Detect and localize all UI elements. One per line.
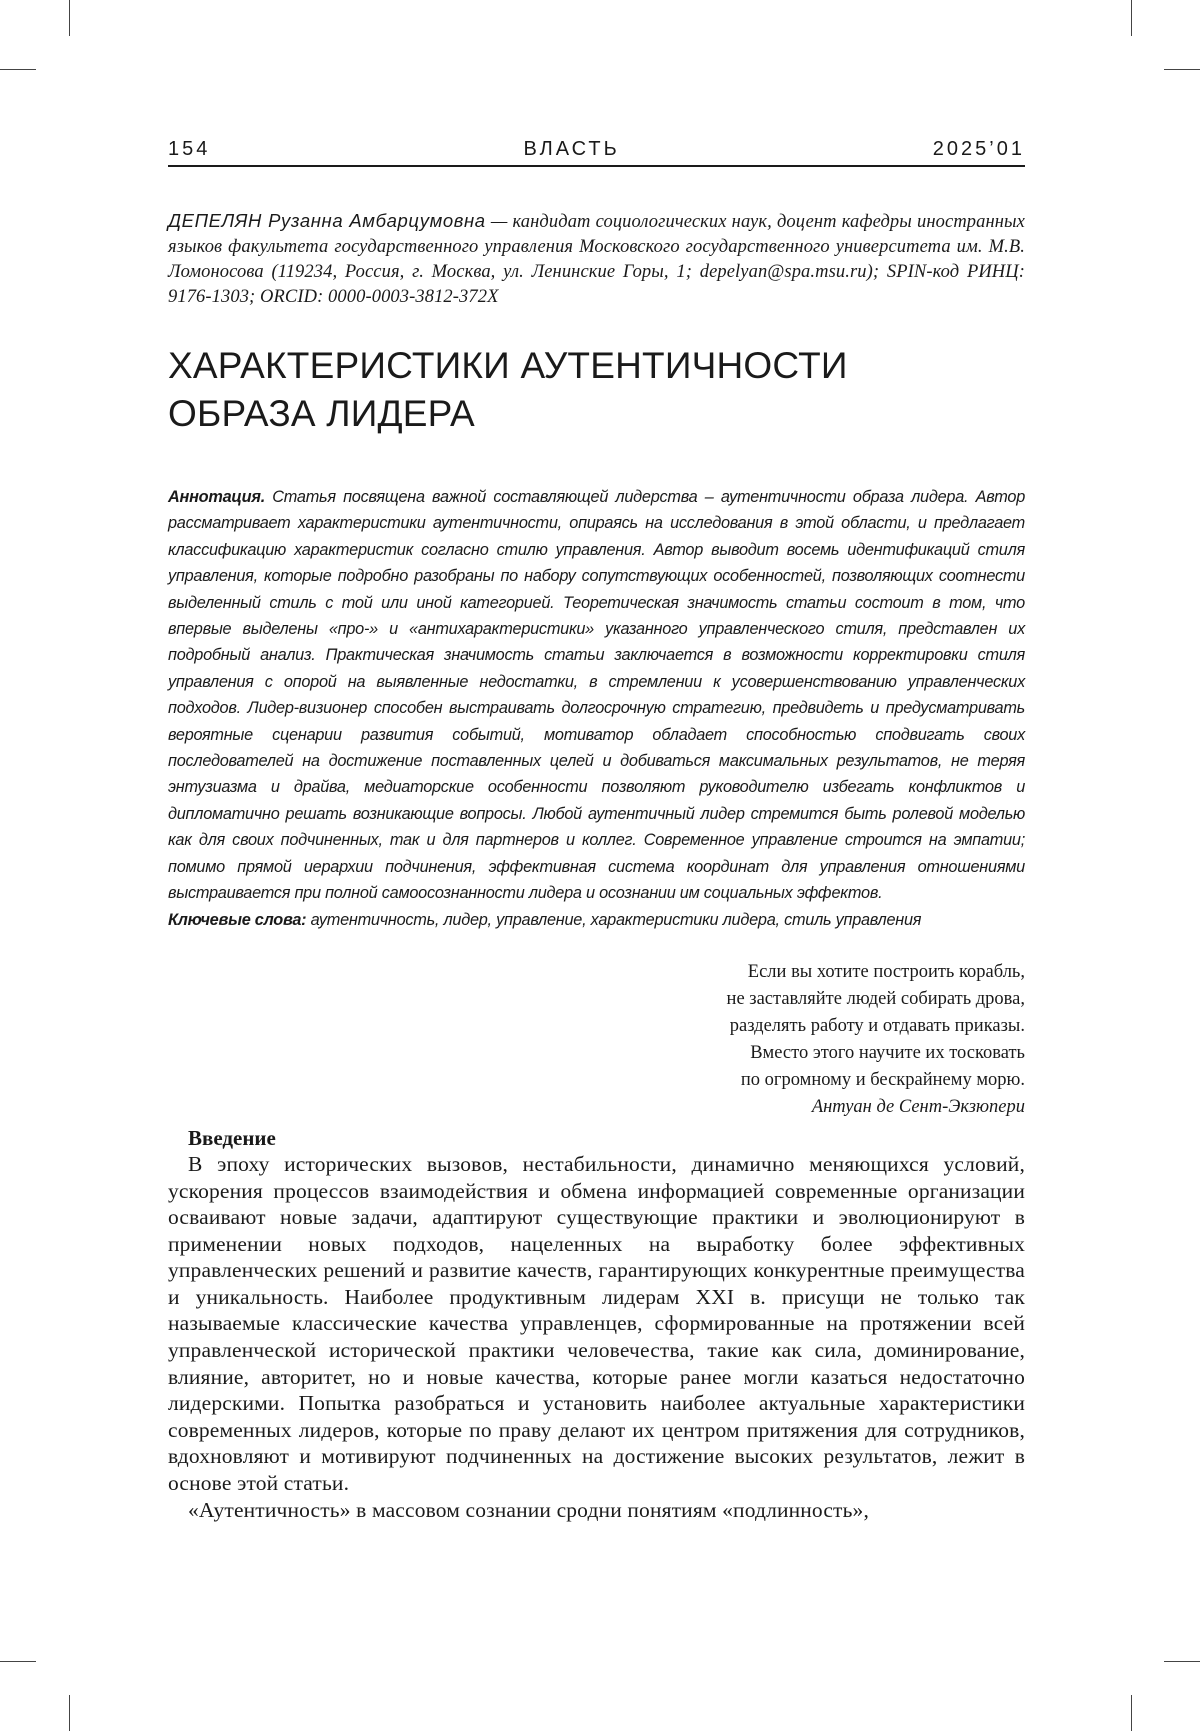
abstract-label: Аннотация.: [168, 488, 265, 506]
crop-mark-bottom-left: [69, 1695, 70, 1731]
epigraph-line: Вместо этого научите их тосковать: [168, 1040, 1025, 1067]
epigraph-author: Антуан де Сент-Экзюпери: [168, 1094, 1025, 1121]
abstract: [168, 484, 1025, 907]
epigraph-line: не заставляйте людей собирать дрова,: [168, 986, 1025, 1013]
body-paragraph: В эпоху исторических вызовов, нестабильности, динамично меняющихся условий, ускорения процессов взаимодействия и обмена информацией современные организации осваивают новые задачи, адаптируют существующие практики и эволюционируют в применении новых подходов, нацеленных на выработку более эффективных управленческих решений и развитие качеств, гарантирующих конкурентные преимущества и уникальность. Наиболее продуктивным лидерам XXI в. присущи не только так называемые классические качества управленцев, сформированные на протяжении всей управленческой исторической практики человечества, такие как сила, доминирование, влияние, авторитет, но и новые качества, которые ранее могли казаться недостаточно лидерскими. Попытка разобраться и установить наиболее актуальные характеристики современных лидеров, которые по праву делают их центром притяжения для сотрудников, вдохновляют и мотивируют подчиненных на достижение высоких результатов, лежит в основе этой статьи.: [168, 1151, 1025, 1497]
epigraph: [168, 959, 1025, 1121]
keywords-label: Ключевые слова:: [168, 911, 306, 929]
epigraph-line: по огромному и бескрайнему морю.: [168, 1067, 1025, 1094]
crop-mark-top-left-horizontal: [0, 69, 36, 70]
issue-number: 2025’01: [933, 138, 1025, 160]
section-heading-introduction: Введение: [168, 1125, 1025, 1151]
crop-mark-top-right-horizontal: [1164, 69, 1200, 70]
keywords-text: аутентичность, лидер, управление, характеристики лидера, стиль управления: [311, 911, 922, 929]
epigraph-line: разделять работу и отдавать приказы.: [168, 1013, 1025, 1040]
article-title: [168, 342, 1025, 438]
journal-name: ВЛАСТЬ: [523, 138, 619, 160]
running-head: [168, 138, 1025, 167]
author-name: ДЕПЕЛЯН Рузанна Амбарцумовна: [168, 210, 486, 231]
abstract-text: Статья посвящена важной составляющей лидерства – аутентичности образа лидера. Автор рассматривает характеристики аутентичности, опираясь на исследования в этой области, и предлагает классификацию характеристик согласно стилю управления. Автор выводит восемь идентификаций стиля управления, которые подробно разобраны по набору сопутствующих особенностей, позволяющих соотнести выделенный стиль с той или иной категорией. Теоретическая значимость статьи состоит в том, что впервые выделены «про-» и «антихарактеристики» указанного управленческого стиля, представлен их подробный анализ. Практическая значимость статьи заключается в возможности корректировки стиля управления с опорой на выявленные недостатки, в стремлении к усовершенствованию управленческих подходов. Лидер-визионер способен выстраивать долгосрочную стратегию, предвидеть и предусматривать вероятные сценарии развития событий, мотиватор обладает способностью сподвигать своих последователей на достижение поставленных целей и добиваться максимальных результатов, не теряя энтузиазма и драйва, медиаторские особенности позволяют руководителю избегать конфликтов и дипломатично решать возникающие вопросы. Любой аутентичный лидер стремится быть ролевой моделью как для своих подчиненных, так и для партнеров и коллег. Современное управление строится на эмпатии; помимо прямой иерархии подчинения, эффективная система координат для управления отношениями выстраивается при полной самоосознанности лидера и осознании им социальных эффектов.: [168, 488, 1025, 902]
keywords: [168, 907, 1025, 933]
crop-mark-bottom-left-horizontal: [0, 1661, 36, 1662]
author-details: — кандидат социологических наук, доцент кафедры иностранных языков факультета государственного управления Московского государственного университета им. М.В. Ломоносова (119234, Россия, г. Москва, ул. Ленинские Горы, 1; depelyan@spa.msu.ru); SPIN-код РИНЦ: 9176-1303; ORCID: 0000-0003-3812-372X: [168, 212, 1025, 307]
body-paragraph: «Аутентичность» в массовом сознании сродни понятиям «подлинность»,: [168, 1497, 1025, 1524]
crop-mark-bottom-right-horizontal: [1164, 1661, 1200, 1662]
crop-mark-top-right: [1131, 0, 1132, 36]
journal-page: [168, 138, 1025, 1523]
crop-mark-top-left: [69, 0, 70, 36]
article-title-line-2: ОБРАЗА ЛИДЕРА: [168, 393, 475, 434]
crop-mark-bottom-right: [1131, 1695, 1132, 1731]
epigraph-line: Если вы хотите построить корабль,: [168, 959, 1025, 986]
article-title-line-1: ХАРАКТЕРИСТИКИ АУТЕНТИЧНОСТИ: [168, 345, 848, 386]
page-number: 154: [168, 138, 210, 160]
author-info: [168, 208, 1025, 310]
